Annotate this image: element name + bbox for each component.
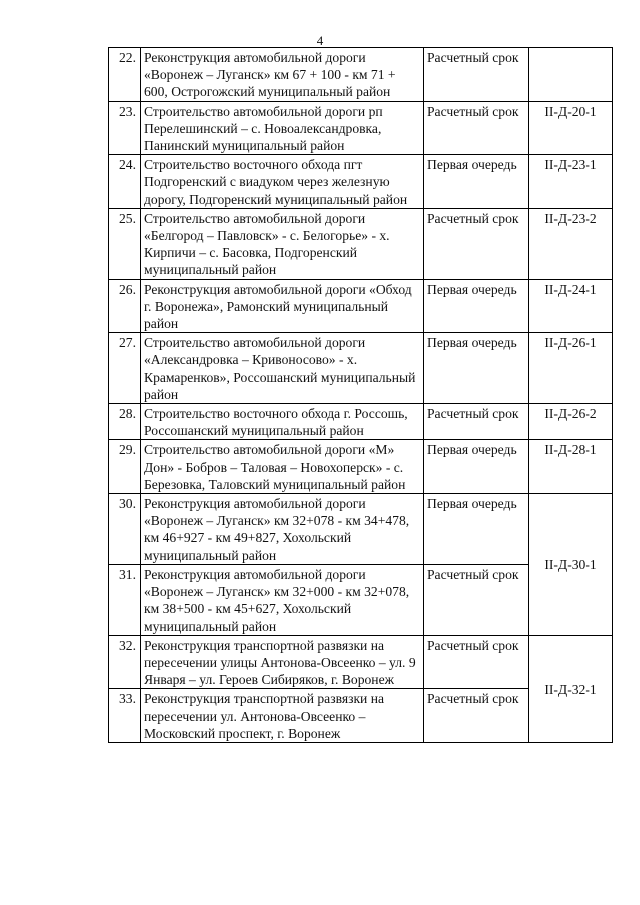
- row-number: 29.: [109, 440, 141, 494]
- row-number: 30.: [109, 494, 141, 565]
- implementation-period: Расчетный срок: [424, 404, 529, 440]
- table-row: [109, 440, 613, 494]
- table-row: [109, 333, 613, 404]
- row-number: 32.: [109, 635, 141, 689]
- project-code: II-Д-26-2: [529, 404, 613, 440]
- table-row: [109, 635, 613, 689]
- implementation-period: Расчетный срок: [424, 564, 529, 635]
- row-number: 27.: [109, 333, 141, 404]
- project-name: Строительство восточного обхода г. Россошь, Россошанский муниципальный район: [141, 404, 424, 440]
- project-name: Реконструкция автомобильной дороги «Воронеж – Луганск» км 67 + 100 - км 71 + 600, Острогожский муниципальный район: [141, 48, 424, 102]
- road-projects-table: [108, 47, 613, 743]
- project-name: Реконструкция транспортной развязки на пересечении улицы Антонова-Овсеенко – ул. 9 Января – ул. Героев Сибиряков, г. Воронеж: [141, 635, 424, 689]
- implementation-period: Первая очередь: [424, 333, 529, 404]
- row-number: 28.: [109, 404, 141, 440]
- implementation-period: Первая очередь: [424, 279, 529, 333]
- project-code: II-Д-20-1: [529, 101, 613, 155]
- project-code: II-Д-26-1: [529, 333, 613, 404]
- table-row: [109, 101, 613, 155]
- table-row: [109, 494, 613, 565]
- project-name: Реконструкция автомобильной дороги «Обход г. Воронежа», Рамонский муниципальный район: [141, 279, 424, 333]
- project-code: II-Д-30-1: [529, 494, 613, 636]
- page-number: 4: [316, 33, 324, 48]
- implementation-period: Расчетный срок: [424, 101, 529, 155]
- project-code: [529, 48, 613, 102]
- project-name: Строительство автомобильной дороги «Александровка – Кривоносово» - х. Крамаренков», Россошанский муниципальный район: [141, 333, 424, 404]
- row-number: 25.: [109, 208, 141, 279]
- project-name: Реконструкция автомобильной дороги «Воронеж – Луганск» км 32+078 - км 34+478, км 46+927 - км 49+827, Хохольский муниципальный район: [141, 494, 424, 565]
- implementation-period: Первая очередь: [424, 440, 529, 494]
- project-name: Строительство автомобильной дороги «М» Дон» - Бобров – Таловая – Новохоперск» - с. Березовка, Таловский муниципальный район: [141, 440, 424, 494]
- table-row: [109, 279, 613, 333]
- implementation-period: Первая очередь: [424, 155, 529, 209]
- row-number: 22.: [109, 48, 141, 102]
- implementation-period: Расчетный срок: [424, 689, 529, 743]
- project-name: Строительство автомобильной дороги «Белгород – Павловск» - с. Белогорье» - х. Кирпичи – с. Басовка, Подгоренский муниципальный район: [141, 208, 424, 279]
- table-row: [109, 48, 613, 102]
- project-code: II-Д-32-1: [529, 635, 613, 742]
- project-name: Реконструкция транспортной развязки на пересечении ул. Антонова-Овсеенко – Московский проспект, г. Воронеж: [141, 689, 424, 743]
- implementation-period: Первая очередь: [424, 494, 529, 565]
- project-name: Строительство восточного обхода пгт Подгоренский с виадуком через железную дорогу, Подгоренский муниципальный район: [141, 155, 424, 209]
- project-code: II-Д-23-1: [529, 155, 613, 209]
- table-row: [109, 155, 613, 209]
- row-number: 31.: [109, 564, 141, 635]
- implementation-period: Расчетный срок: [424, 208, 529, 279]
- implementation-period: Расчетный срок: [424, 48, 529, 102]
- table-row: [109, 404, 613, 440]
- row-number: 26.: [109, 279, 141, 333]
- table-row: [109, 208, 613, 279]
- project-name: Реконструкция автомобильной дороги «Воронеж – Луганск» км 32+000 - км 32+078, км 38+500 - км 45+627, Хохольский муниципальный район: [141, 564, 424, 635]
- row-number: 23.: [109, 101, 141, 155]
- project-code: II-Д-24-1: [529, 279, 613, 333]
- row-number: 24.: [109, 155, 141, 209]
- project-name: Строительство автомобильной дороги рп Перелешинский – с. Новоалександровка, Панинский муниципальный район: [141, 101, 424, 155]
- project-code: II-Д-28-1: [529, 440, 613, 494]
- project-code: II-Д-23-2: [529, 208, 613, 279]
- row-number: 33.: [109, 689, 141, 743]
- implementation-period: Расчетный срок: [424, 635, 529, 689]
